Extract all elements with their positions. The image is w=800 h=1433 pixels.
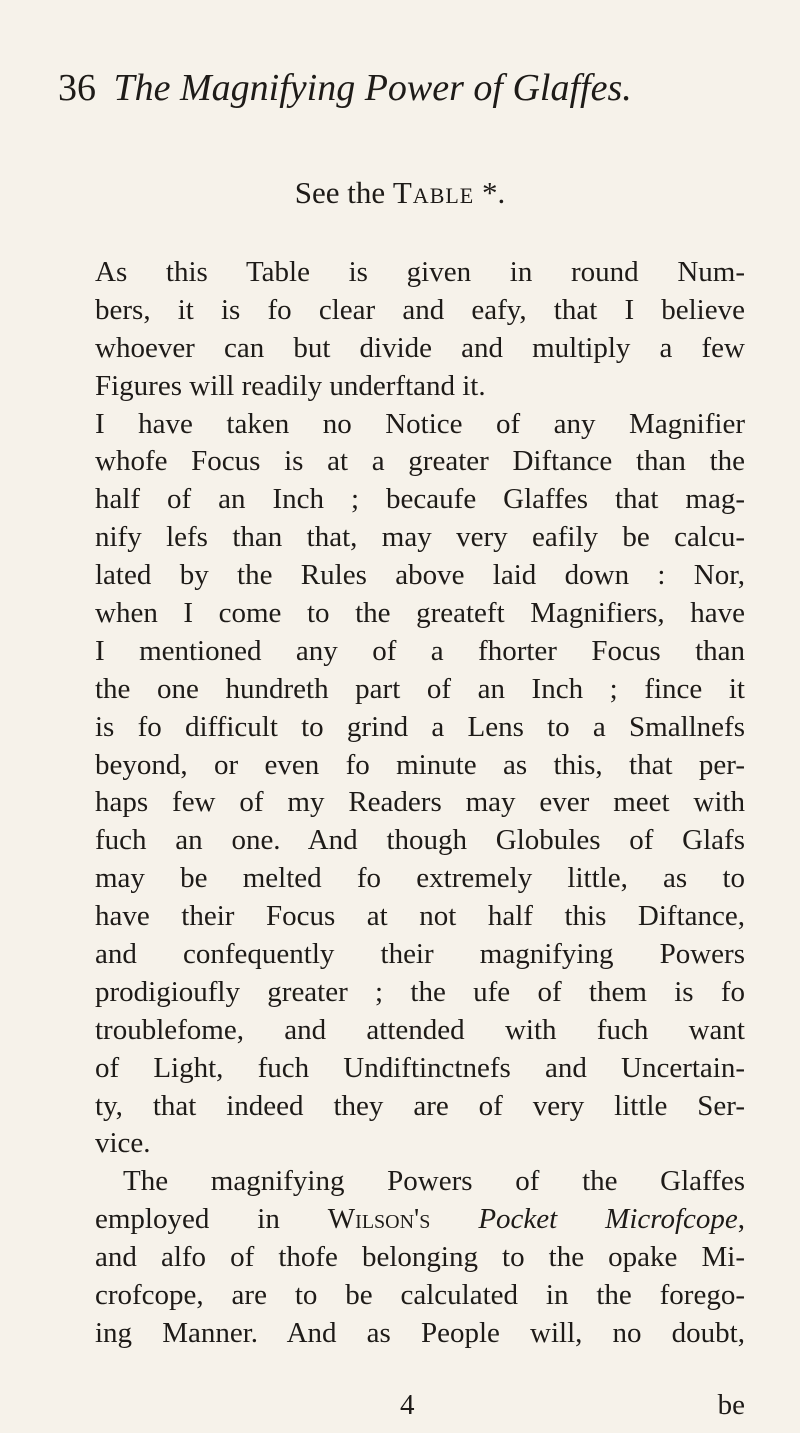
text-line: troublefome, and attended with fuch want — [95, 1013, 745, 1046]
text-line — [95, 1201, 745, 1239]
text-run: employed in — [95, 1203, 328, 1236]
text-line: I have taken no Notice of any Magnifier — [95, 407, 745, 440]
catchword: be — [717, 1389, 745, 1421]
running-title: The Magnifying Power of Glaffes. — [113, 67, 632, 109]
text-line: prodigioufly greater ; the ufe of them is fo — [95, 975, 745, 1008]
text-line: have their Focus at not half this Diftance, — [95, 900, 745, 933]
page-footer — [95, 1388, 745, 1422]
text-line: As this Table is given in round Num- — [95, 256, 745, 288]
text-line: beyond, or even fo minute as this, that per- — [95, 748, 745, 781]
text-line: whoever can but divide and multiply a few — [95, 331, 745, 364]
text-line: bers, it is fo clear and eafy, that I believe — [95, 293, 745, 326]
text-line: haps few of my Readers may ever meet with — [95, 786, 745, 819]
text-line: I mentioned any of a fhorter Focus than — [95, 634, 745, 667]
page-number: 36 — [58, 67, 96, 109]
table-reference-prefix: See the — [294, 175, 393, 210]
text-line: vice. — [95, 1127, 151, 1160]
table-reference-word: Table — [392, 175, 475, 210]
text-line: whofe Focus is at a greater Diftance than the — [95, 445, 745, 478]
instrument-name: Pocket Microfcope — [478, 1203, 738, 1236]
text-line: crofcope, are to be calculated in the forego- — [95, 1279, 745, 1312]
text-line: and alfo of thofe belonging to the opake Mi- — [95, 1241, 745, 1274]
text-line: when I come to the greateft Magnifiers, have — [95, 597, 745, 630]
text-run: , — [737, 1203, 746, 1236]
text-line: ing Manner. And as People will, no doubt, — [95, 1316, 745, 1349]
text-line: is fo difficult to grind a Lens to a Smallnefs — [95, 710, 745, 743]
text-line: the one hundreth part of an Inch ; fince it — [95, 672, 745, 705]
text-line: fuch an one. And though Globules of Glafs — [95, 824, 745, 857]
body-text — [95, 254, 745, 1353]
table-reference-suffix: *. — [474, 175, 506, 210]
table-reference — [0, 173, 800, 213]
author-name: Wilson's — [327, 1203, 431, 1236]
text-line: The magnifying Powers of the Glaffes — [123, 1165, 745, 1198]
running-head — [58, 64, 632, 112]
signature-mark: 4 — [400, 1389, 415, 1421]
text-line: nify lefs than that, may very eafily be calcu- — [95, 521, 745, 554]
text-run — [430, 1203, 478, 1235]
text-line: half of an Inch ; becaufe Glaffes that mag- — [95, 483, 745, 516]
text-line: lated by the Rules above laid down : Nor, — [95, 559, 745, 592]
text-line: of Light, fuch Undiftinctnefs and Uncertain- — [95, 1051, 745, 1084]
text-line: and confequently their magnifying Powers — [95, 938, 745, 971]
text-line: may be melted fo extremely little, as to — [95, 862, 745, 895]
text-line: ty, that indeed they are of very little Ser- — [95, 1089, 745, 1122]
text-line: Figures will readily underftand it. — [95, 369, 486, 402]
